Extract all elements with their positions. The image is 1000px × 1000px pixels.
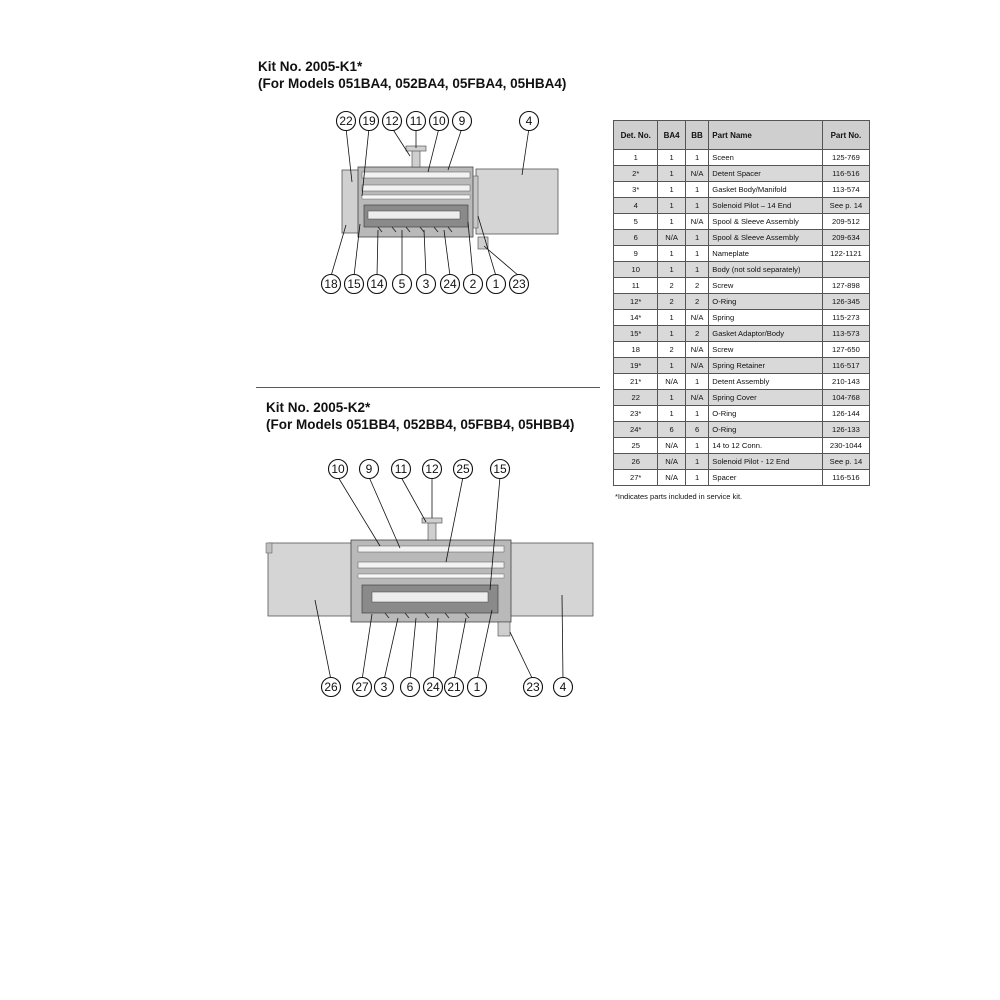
- cell-part-no: 116-516: [822, 470, 869, 486]
- table-row: [614, 310, 870, 326]
- svg-text:6: 6: [406, 680, 414, 694]
- cell-det-no: 15*: [614, 326, 658, 342]
- cell-ba4: 1: [658, 390, 685, 406]
- svg-text:5: 5: [398, 277, 406, 291]
- cell-ba4: N/A: [658, 438, 685, 454]
- col-ba4: BA4: [658, 121, 685, 150]
- cell-bb: 1: [685, 454, 708, 470]
- cell-part-no: 127-898: [822, 278, 869, 294]
- cell-part-name: Gasket Adaptor/Body: [709, 326, 823, 342]
- cell-part-name: Spring: [709, 310, 823, 326]
- svg-text:10: 10: [432, 114, 446, 128]
- cell-part-no: 125-769: [822, 150, 869, 166]
- svg-text:11: 11: [409, 114, 423, 128]
- table-row: [614, 182, 870, 198]
- svg-text:9: 9: [458, 114, 466, 128]
- cell-part-name: O-Ring: [709, 294, 823, 310]
- cell-ba4: N/A: [658, 230, 685, 246]
- cell-bb: 1: [685, 150, 708, 166]
- kit2-callout: [491, 460, 510, 479]
- kit1-models: (For Models 051BA4, 052BA4, 05FBA4, 05HBA4): [258, 76, 567, 91]
- svg-text:12: 12: [385, 114, 399, 128]
- cell-ba4: 1: [658, 246, 685, 262]
- cell-part-name: O-Ring: [709, 422, 823, 438]
- svg-text:27: 27: [355, 680, 369, 694]
- cell-bb: 2: [685, 326, 708, 342]
- cell-part-no: 209-634: [822, 230, 869, 246]
- cell-ba4: 1: [658, 150, 685, 166]
- svg-text:9: 9: [365, 462, 373, 476]
- svg-text:4: 4: [559, 680, 567, 694]
- cell-det-no: 11: [614, 278, 658, 294]
- cell-ba4: 1: [658, 262, 685, 278]
- svg-text:26: 26: [324, 680, 338, 694]
- cell-bb: N/A: [685, 166, 708, 182]
- kit2-callout: [454, 460, 473, 479]
- svg-text:14: 14: [370, 277, 384, 291]
- svg-text:21: 21: [447, 680, 461, 694]
- cell-part-no: 126-133: [822, 422, 869, 438]
- cell-part-name: Body (not sold separately): [709, 262, 823, 278]
- svg-text:10: 10: [331, 462, 345, 476]
- table-row: [614, 246, 870, 262]
- table-row: [614, 374, 870, 390]
- svg-text:22: 22: [339, 114, 353, 128]
- cell-part-name: Spacer: [709, 470, 823, 486]
- cell-bb: 1: [685, 246, 708, 262]
- col-part-no: Part No.: [822, 121, 869, 150]
- svg-text:23: 23: [526, 680, 540, 694]
- svg-text:23: 23: [512, 277, 526, 291]
- table-row: [614, 406, 870, 422]
- cell-bb: 2: [685, 278, 708, 294]
- kit2-callout: [375, 678, 394, 697]
- cell-part-no: 104-768: [822, 390, 869, 406]
- cell-det-no: 14*: [614, 310, 658, 326]
- svg-text:15: 15: [347, 277, 361, 291]
- cell-ba4: 1: [658, 326, 685, 342]
- cell-part-name: Screw: [709, 278, 823, 294]
- cell-part-name: Detent Spacer: [709, 166, 823, 182]
- svg-text:11: 11: [394, 462, 408, 476]
- table-row: [614, 470, 870, 486]
- cell-bb: N/A: [685, 214, 708, 230]
- cell-part-name: Solenoid Pilot - 12 End: [709, 454, 823, 470]
- cell-part-name: Detent Assembly: [709, 374, 823, 390]
- table-row: [614, 390, 870, 406]
- cell-det-no: 18: [614, 342, 658, 358]
- cell-det-no: 22: [614, 390, 658, 406]
- kit2-callout: [353, 678, 372, 697]
- cell-part-name: Nameplate: [709, 246, 823, 262]
- cell-bb: N/A: [685, 310, 708, 326]
- kit2-callout: [554, 678, 573, 697]
- cell-part-no: See p. 14: [822, 198, 869, 214]
- table-row: [614, 358, 870, 374]
- cell-det-no: 12*: [614, 294, 658, 310]
- cell-part-no: [822, 262, 869, 278]
- cell-bb: 1: [685, 198, 708, 214]
- cell-part-no: 126-345: [822, 294, 869, 310]
- cell-ba4: N/A: [658, 470, 685, 486]
- cell-part-no: 209-512: [822, 214, 869, 230]
- cell-ba4: 1: [658, 166, 685, 182]
- svg-text:19: 19: [362, 114, 376, 128]
- cell-ba4: 1: [658, 406, 685, 422]
- svg-text:3: 3: [422, 277, 430, 291]
- table-row: [614, 454, 870, 470]
- cell-bb: N/A: [685, 390, 708, 406]
- cell-bb: 1: [685, 374, 708, 390]
- kit2-title: Kit No. 2005-K2*: [266, 400, 371, 415]
- cell-ba4: 6: [658, 422, 685, 438]
- svg-text:18: 18: [324, 277, 338, 291]
- cell-part-name: Spring Retainer: [709, 358, 823, 374]
- table-row: [614, 262, 870, 278]
- cell-part-name: Sceen: [709, 150, 823, 166]
- parts-table-header: [614, 121, 870, 150]
- table-row: [614, 294, 870, 310]
- cell-bb: 2: [685, 294, 708, 310]
- cell-part-name: Solenoid Pilot – 14 End: [709, 198, 823, 214]
- cell-det-no: 10: [614, 262, 658, 278]
- svg-text:3: 3: [380, 680, 388, 694]
- cell-bb: N/A: [685, 342, 708, 358]
- cell-part-no: 122-1121: [822, 246, 869, 262]
- parts-table: [613, 120, 870, 486]
- svg-text:1: 1: [492, 277, 500, 291]
- table-row: [614, 214, 870, 230]
- kit2-callout: [322, 678, 341, 697]
- cell-bb: 1: [685, 438, 708, 454]
- cell-bb: 1: [685, 230, 708, 246]
- table-row: [614, 198, 870, 214]
- kit2-callout: [360, 460, 379, 479]
- kit1-title: Kit No. 2005-K1*: [258, 59, 363, 74]
- cell-ba4: 2: [658, 278, 685, 294]
- cell-part-no: 127-650: [822, 342, 869, 358]
- svg-text:1: 1: [473, 680, 481, 694]
- kit2-callout: [423, 460, 442, 479]
- cell-det-no: 24*: [614, 422, 658, 438]
- kit2-callout: [401, 678, 420, 697]
- table-row: [614, 166, 870, 182]
- kit2-callout: [524, 678, 543, 697]
- cell-part-no: 116-516: [822, 166, 869, 182]
- cell-ba4: N/A: [658, 374, 685, 390]
- cell-bb: 1: [685, 406, 708, 422]
- cell-ba4: 1: [658, 358, 685, 374]
- cell-part-no: 210-143: [822, 374, 869, 390]
- kit2-callout: [424, 678, 443, 697]
- svg-text:15: 15: [493, 462, 507, 476]
- kit2-callout: [445, 678, 464, 697]
- cell-det-no: 19*: [614, 358, 658, 374]
- cell-bb: 1: [685, 262, 708, 278]
- cell-det-no: 9: [614, 246, 658, 262]
- svg-text:24: 24: [443, 277, 457, 291]
- kit2-callout: [468, 678, 487, 697]
- cell-part-no: See p. 14: [822, 454, 869, 470]
- col-part-name: Part Name: [709, 121, 823, 150]
- cell-det-no: 23*: [614, 406, 658, 422]
- cell-part-name: Spool & Sleeve Assembly: [709, 214, 823, 230]
- cell-part-name: Screw: [709, 342, 823, 358]
- cell-part-no: 126-144: [822, 406, 869, 422]
- cell-det-no: 27*: [614, 470, 658, 486]
- cell-bb: N/A: [685, 358, 708, 374]
- cell-det-no: 1: [614, 150, 658, 166]
- cell-ba4: 1: [658, 198, 685, 214]
- col-det-no: Det. No.: [614, 121, 658, 150]
- parts-table-body: [614, 150, 870, 486]
- svg-text:12: 12: [425, 462, 439, 476]
- kit2-callout: [329, 460, 348, 479]
- cell-det-no: 26: [614, 454, 658, 470]
- cell-ba4: 1: [658, 310, 685, 326]
- cell-det-no: 2*: [614, 166, 658, 182]
- cell-part-name: Gasket Body/Manifold: [709, 182, 823, 198]
- svg-text:4: 4: [525, 114, 533, 128]
- cell-det-no: 3*: [614, 182, 658, 198]
- cell-ba4: 2: [658, 294, 685, 310]
- cell-part-no: 116-517: [822, 358, 869, 374]
- table-row: [614, 278, 870, 294]
- cell-ba4: N/A: [658, 454, 685, 470]
- kit2-models: (For Models 051BB4, 052BB4, 05FBB4, 05HBB4): [266, 417, 575, 432]
- kit2-valve-drawing: [266, 518, 593, 636]
- cell-bb: 6: [685, 422, 708, 438]
- svg-text:2: 2: [469, 277, 477, 291]
- table-row: [614, 150, 870, 166]
- cell-det-no: 6: [614, 230, 658, 246]
- cell-part-name: Spool & Sleeve Assembly: [709, 230, 823, 246]
- col-bb: BB: [685, 121, 708, 150]
- table-row: [614, 422, 870, 438]
- kit2-callout: [392, 460, 411, 479]
- table-row: [614, 230, 870, 246]
- cell-det-no: 21*: [614, 374, 658, 390]
- cell-ba4: 2: [658, 342, 685, 358]
- cell-ba4: 1: [658, 182, 685, 198]
- table-footnote: *Indicates parts included in service kit.: [615, 492, 743, 501]
- table-row: [614, 326, 870, 342]
- cell-bb: 1: [685, 470, 708, 486]
- cell-part-name: O-Ring: [709, 406, 823, 422]
- table-row: [614, 438, 870, 454]
- cell-part-no: 113-573: [822, 326, 869, 342]
- cell-ba4: 1: [658, 214, 685, 230]
- cell-part-name: 14 to 12 Conn.: [709, 438, 823, 454]
- svg-text:25: 25: [456, 462, 470, 476]
- cell-det-no: 5: [614, 214, 658, 230]
- cell-part-no: 115-273: [822, 310, 869, 326]
- cell-det-no: 25: [614, 438, 658, 454]
- cell-part-no: 113-574: [822, 182, 869, 198]
- svg-text:24: 24: [426, 680, 440, 694]
- table-row: [614, 342, 870, 358]
- cell-part-no: 230-1044: [822, 438, 869, 454]
- cell-det-no: 4: [614, 198, 658, 214]
- cell-part-name: Spring Cover: [709, 390, 823, 406]
- cell-bb: 1: [685, 182, 708, 198]
